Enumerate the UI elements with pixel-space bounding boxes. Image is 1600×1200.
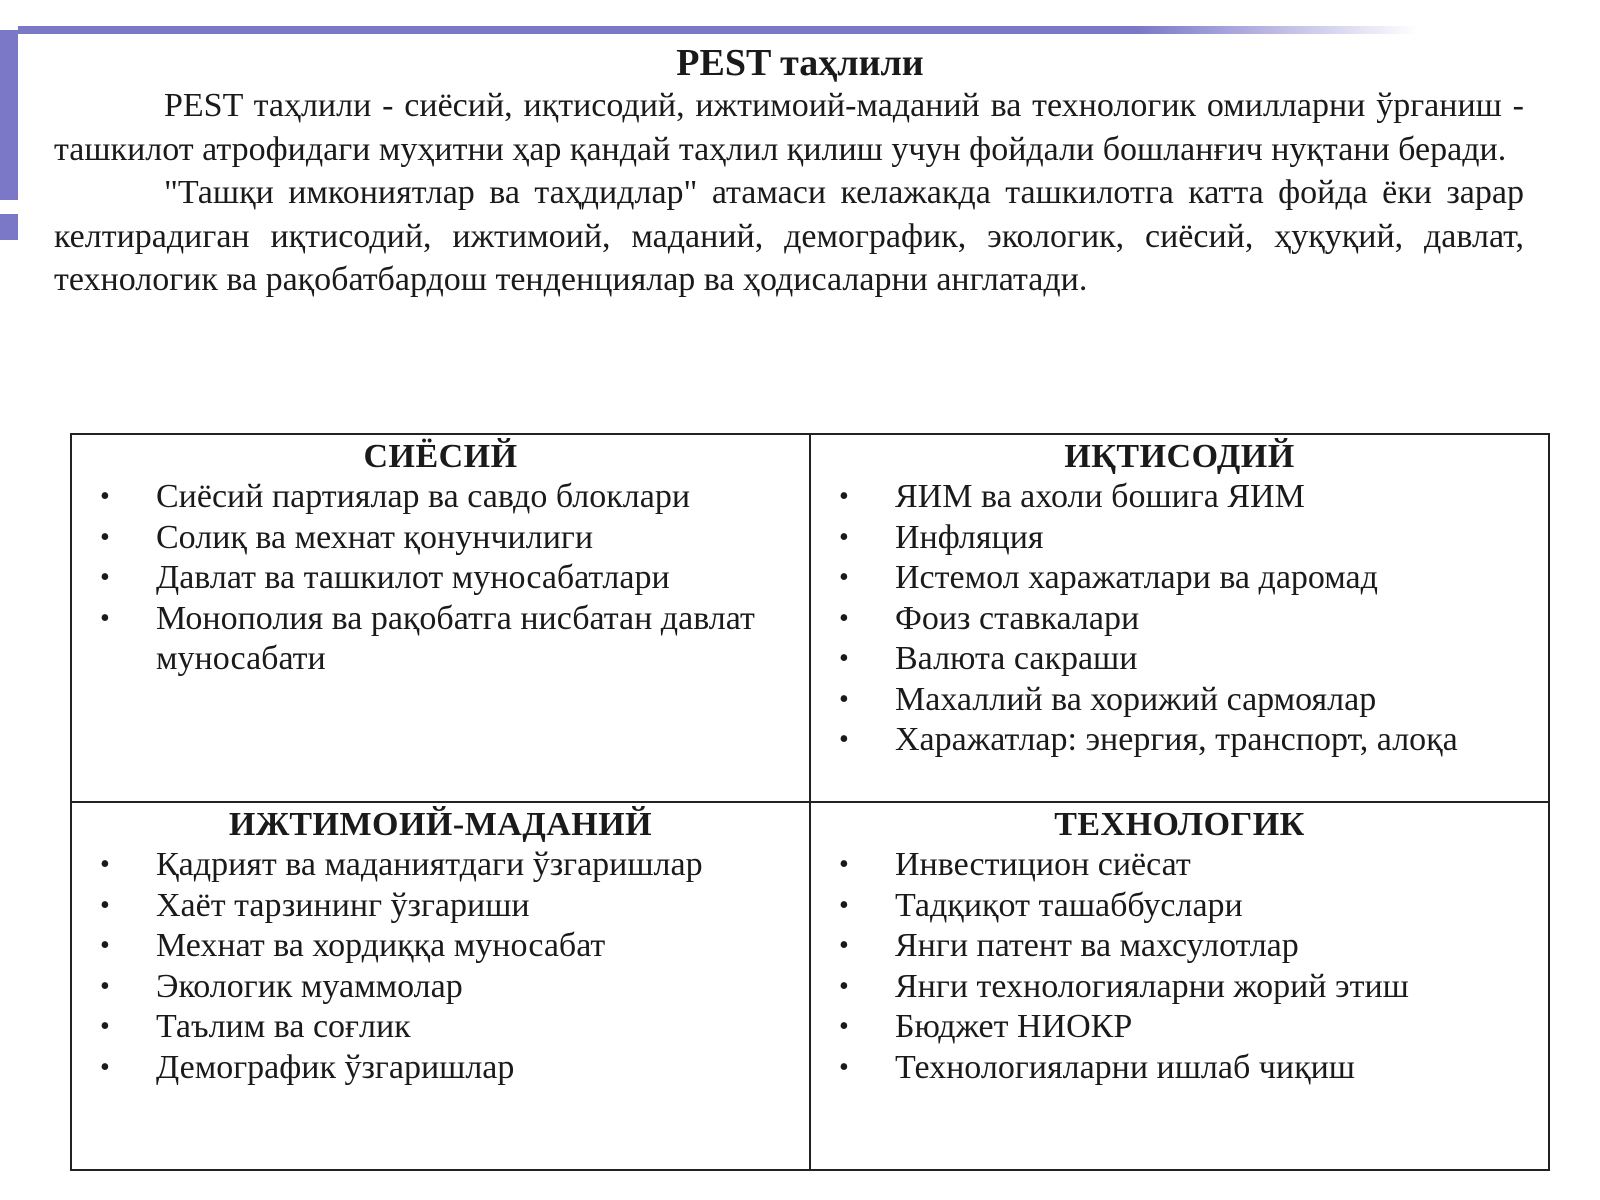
list-item	[72, 926, 809, 967]
bullet-icon: •	[100, 521, 110, 553]
list-item-text: Давлат ва ташкилот муносабатлари	[156, 559, 670, 596]
bullet-icon: •	[100, 970, 110, 1002]
economic-list	[811, 477, 1548, 761]
list-item-text: Демографик ўзгаришлар	[156, 1048, 515, 1086]
list-item	[811, 477, 1548, 518]
bullet-icon: •	[839, 562, 849, 593]
intro-paragraph: PEST таҳлили - сиёсий, иқтисодий, ижтимоий-маданий ва технологик омилларни ўрганиш - ташкилот атрофидаги муҳитни ҳар қандай таҳлил қилиш учун фойдали бошланғич нуқтани беради.	[54, 87, 1524, 168]
political-heading: СИЁСИЙ	[363, 438, 518, 475]
list-item-text: Махаллий ва хорижий сармоялар	[895, 680, 1377, 718]
bullet-icon: •	[839, 683, 849, 715]
list-item-text: Монополия ва рақобатга нисбатан давлат муносабати	[156, 599, 755, 677]
page-title: PEST таҳлили	[676, 42, 924, 84]
social-cell	[71, 802, 810, 1170]
list-item	[811, 845, 1548, 886]
list-item	[811, 886, 1548, 927]
list-item	[72, 845, 809, 886]
list-item	[72, 967, 809, 1008]
bullet-icon: •	[839, 930, 849, 961]
bullet-icon: •	[100, 562, 110, 593]
list-item	[811, 926, 1548, 967]
list-item	[811, 518, 1548, 559]
list-item-text: Валюта сакраши	[895, 640, 1138, 677]
list-item-text: Харажатлар: энергия, транспорт, алоқа	[895, 721, 1458, 758]
pest-table	[70, 433, 1550, 1171]
bullet-icon: •	[839, 849, 849, 880]
economic-heading: ИҚТИСОДИЙ	[1064, 438, 1295, 475]
list-item-text: Технологияларни ишлаб чиқиш	[895, 1048, 1355, 1086]
list-item-text: Мехнат ва хордиққа муносабат	[156, 927, 606, 964]
list-item	[811, 639, 1548, 680]
list-item	[811, 720, 1548, 761]
bullet-icon: •	[100, 602, 110, 634]
list-item-text: Янги технологияларни жорий этиш	[895, 967, 1409, 1005]
list-item	[811, 558, 1548, 599]
technological-list	[811, 845, 1548, 1088]
list-item	[811, 599, 1548, 640]
technological-cell	[810, 802, 1549, 1170]
intro-text	[54, 84, 1524, 302]
list-item-text: Таълим ва соғлик	[156, 1008, 411, 1045]
political-list	[72, 477, 809, 680]
list-item	[72, 1048, 809, 1089]
list-item-text: Янги патент ва махсулотлар	[895, 927, 1299, 964]
list-item-text: Солиқ ва мехнат қонунчилиги	[156, 518, 594, 556]
list-item-text: Инфляция	[895, 518, 1044, 556]
bullet-icon: •	[839, 643, 849, 674]
list-item-text: Фоиз ставкалари	[895, 599, 1140, 637]
bullet-icon: •	[839, 1011, 849, 1042]
list-item	[72, 886, 809, 927]
list-item	[72, 1007, 809, 1048]
list-item	[811, 967, 1548, 1008]
table-row	[71, 434, 1549, 802]
list-item-text: Истемол харажатлари ва даромад	[895, 559, 1378, 596]
list-item	[811, 1007, 1548, 1048]
slide-left-accent-block	[0, 214, 18, 240]
bullet-icon: •	[839, 1051, 849, 1083]
bullet-icon: •	[839, 602, 849, 634]
intro-paragraph: "Ташқи имкониятлар ва таҳдидлар" атамаси келажакда ташкилотга катта фойда ёки зарар келтирадиган иқтисодий, ижтимоий, маданий, демографик, экологик, сиёсий, ҳуқуқий, давлат, технологик ва рақобатбардош тенденциялар ва ҳодисаларни англатади.	[54, 174, 1524, 299]
social-list	[72, 845, 809, 1088]
bullet-icon: •	[839, 521, 849, 553]
bullet-icon: •	[839, 970, 849, 1002]
economic-cell	[810, 434, 1549, 802]
list-item-text: Хаёт тарзининг ўзгариши	[156, 886, 530, 924]
bullet-icon: •	[100, 889, 110, 921]
list-item-text: Бюджет НИОКР	[895, 1008, 1133, 1045]
list-item	[72, 558, 809, 599]
social-heading: ИЖТИМОИЙ-МАДАНИЙ	[228, 806, 653, 843]
bullet-icon: •	[100, 849, 110, 880]
list-item	[72, 518, 809, 559]
bullet-icon: •	[839, 724, 849, 755]
bullet-icon: •	[100, 1011, 110, 1042]
list-item-text: Тадқиқот ташаббуслари	[895, 886, 1243, 924]
list-item-text: Қадрият ва маданиятдаги ўзгаришлар	[156, 846, 703, 883]
bullet-icon: •	[839, 481, 849, 512]
list-item-text: Экологик муаммолар	[156, 967, 463, 1005]
bullet-icon: •	[839, 889, 849, 921]
list-item-text: ЯИМ ва ахоли бошига ЯИМ	[895, 478, 1305, 515]
list-item	[72, 477, 809, 518]
bullet-icon: •	[100, 481, 110, 512]
list-item-text: Сиёсий партиялар ва савдо блоклари	[156, 478, 691, 515]
table-row	[71, 802, 1549, 1170]
bullet-icon: •	[100, 1051, 110, 1083]
technological-heading: ТЕХНОЛОГИК	[1054, 806, 1305, 843]
list-item	[811, 680, 1548, 721]
list-item-text: Инвестицион сиёсат	[895, 846, 1191, 883]
list-item	[811, 1048, 1548, 1089]
bullet-icon: •	[100, 930, 110, 961]
slide-top-accent-bar	[18, 26, 1418, 34]
political-cell	[71, 434, 810, 802]
list-item	[72, 599, 809, 680]
